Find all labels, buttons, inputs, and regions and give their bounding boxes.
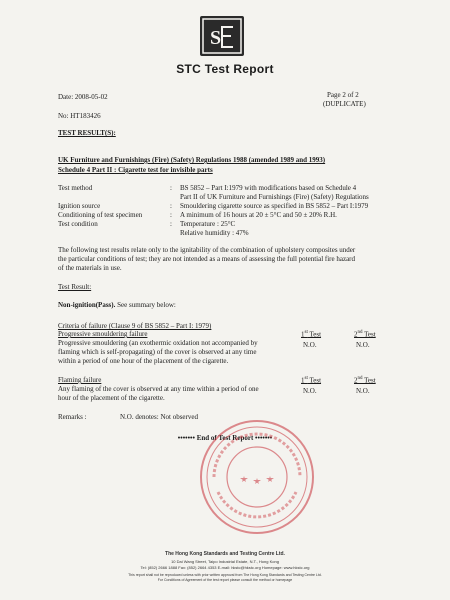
disclaimer-line: The following test results relate only to the ignitability of the combination of upholstery composites under [58,246,356,254]
remarks-text: N.O. denotes: Not observed [120,413,198,421]
footer-company: The Hong Kong Standards and Testing Centre Ltd. [165,551,285,557]
stc-logo-icon [200,16,244,56]
test-result-summary [58,301,176,309]
test-result-heading: Test Result: [58,283,92,291]
test-2-result: N.O. [356,341,370,349]
param-value: Part II of UK Furniture and Furnishings (Fire) (Safety) Regulations [180,193,369,201]
company-seal-stamp-icon [198,418,316,536]
test-2-header: 2nd Test [354,376,376,385]
footer-note: For Conditions of Agreement of the test report please consult the method or homepage [157,578,293,582]
param-label: Test condition [58,220,98,228]
test-2-header: 2nd Test [354,330,376,339]
report-title: STC Test Report [176,62,274,76]
criteria-item-line: flaming which is self-propagating) of the cover is observed at any time [58,348,257,356]
test-1-header: 1st Test [301,330,322,339]
criteria-item-line: Progressive smouldering (an exothermic oxidation not accompanied by [58,339,258,347]
test-result-summary-text: See summary below: [115,301,176,309]
param-value: Temperature : 25°C [180,220,236,228]
criteria-item-line: Any flaming of the cover is observed at any time within a period of one [58,385,259,393]
criteria-item-line: hour of the placement of the cigarette. [58,394,165,402]
test-1-result: N.O. [303,387,317,395]
results-heading: TEST RESULT(S): [58,129,116,137]
svg-text:S: S [210,27,222,49]
page-indicator: Page 2 of 2 [327,91,359,99]
criteria-item-line: within a period of one hour of the placement of the cigarette. [58,357,229,365]
param-value: Smouldering cigarette source as specified in BS 5852 – Part I:1979 [180,202,369,210]
footer-note: This report shall not be reproduced unless with prior written approval from The Hong Kong Standards and Testing Centre Ltd. [128,573,322,577]
test-1-header: 1st Test [301,376,322,385]
param-label: Ignition source [58,202,101,210]
regulation-title: UK Furniture and Furnishings (Fire) (Safety) Regulations 1988 (amended 1989 and 1993) [58,156,326,164]
criteria-item-title: Progressive smouldering failure [58,330,148,338]
footer-address: 10 Dai Wang Street, Taipo Industrial Estate, N.T., Hong Kong [171,559,279,564]
end-of-report: ••••••• End of Test Report ••••••• [177,434,273,442]
test-result-verdict: Non-ignition(Pass). [58,301,116,309]
param-value: A minimum of 16 hours at 20 ± 5°C and 50 ± 20% R.H. [180,211,337,219]
param-label: Conditioning of test specimen [58,211,143,219]
param-label: Test method [58,184,93,192]
report-number: No: HT183426 [58,112,101,120]
criteria-item-title: Flaming failure [58,376,102,384]
param-value: Relative humidity : 47% [180,229,249,237]
criteria-heading: Criteria of failure (Clause 9 of BS 5852 – Part I: 1979) [58,322,212,330]
regulation-subtitle: Schedule 4 Part II : Cigarette test for invisible parts [58,166,213,174]
disclaimer-line: of the materials in use. [58,264,122,272]
copy-label: (DUPLICATE) [323,100,366,108]
test-1-result: N.O. [303,341,317,349]
disclaimer-line: the particular conditions of test; they are not intended as a means of assessing the full potential fire hazard [58,255,356,263]
param-value: BS 5852 – Part I:1979 with modifications based on Schedule 4 [180,184,357,192]
remarks-label: Remarks : [58,413,87,421]
report-date: Date: 2008-05-02 [58,93,108,101]
footer-contact: Tel: (852) 2666 1888 Fax: (852) 2664 4353 E-mail: hkstc@hkstc.org Homepage: www.hkstc.org [140,565,310,570]
test-2-result: N.O. [356,387,370,395]
